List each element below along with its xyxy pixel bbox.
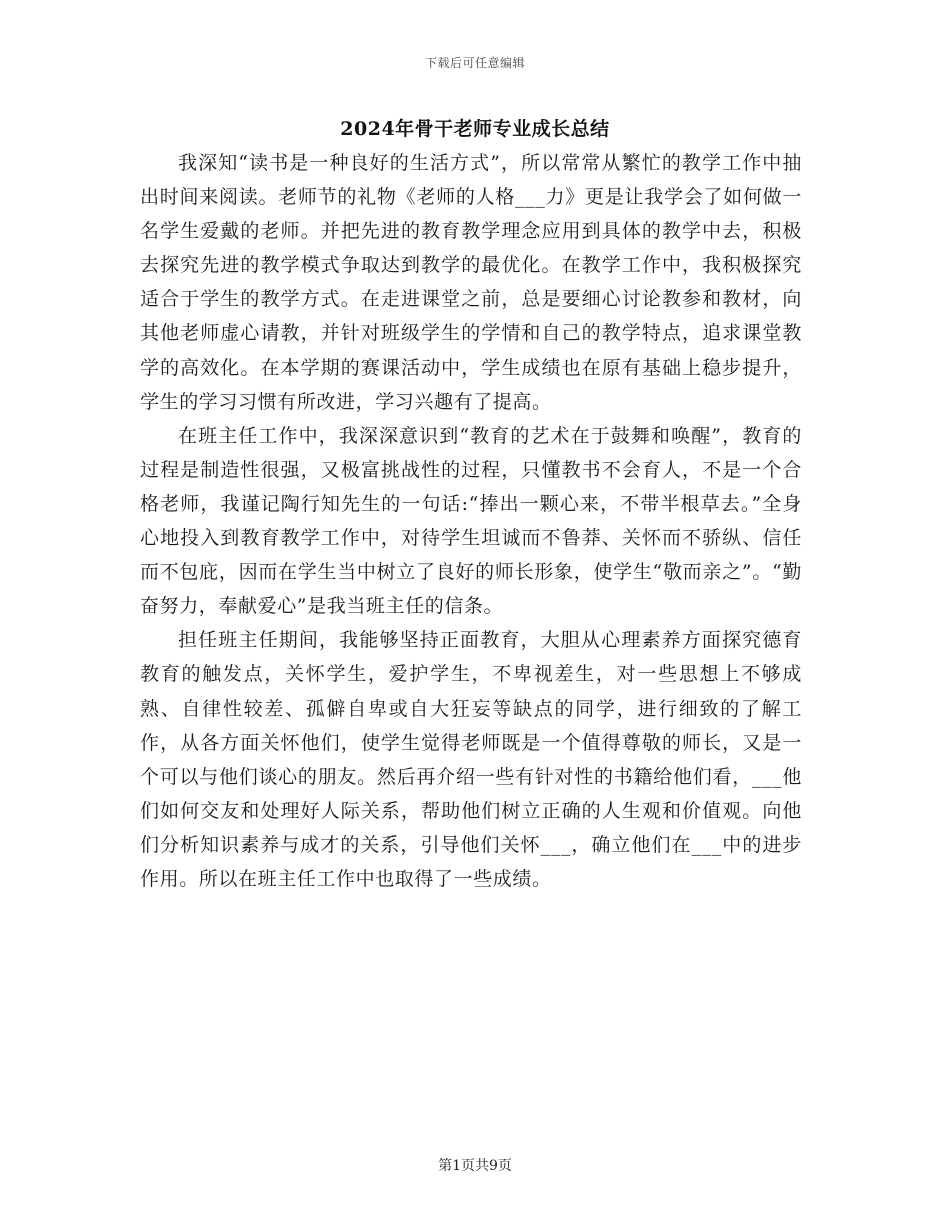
- page-number-footer: 第1页共9页: [438, 1158, 512, 1174]
- paragraph-head-teacher: 在班主任工作中，我深深意识到“教育的艺术在于鼓舞和唤醒”，教育的过程是制造性很强，又极富挑战性的过程，只懂教书不会育人，不是一个合格老师，我谨记陶行知先生的一句话:“捧出一颗心来，不带半根草去。”全身心地投入到教育教学工作中，对待学生坦诚而不鲁莽、关怀而不骄纵、信任而不包庇，因而在学生当中树立了良好的师长形象，使学生“敬而亲之”。“勤奋努力，奉献爱心”是我当班主任的信条。: [140, 424, 802, 618]
- paragraph-positive-education: 担任班主任期间，我能够坚持正面教育，大胆从心理素养方面探究德育教育的触发点，关怀学生，爱护学生，不卑视差生，对一些思想上不够成熟、自律性较差、孤僻自卑或自大狂妄等缺点的同学，进行细致的了解工作，从各方面关怀他们，使学生觉得老师既是一个值得尊敬的师长，又是一个可以与他们谈心的朋友。然后再介绍一些有针对性的书籍给他们看，___他们如何交友和处理好人际关系，帮助他们树立正确的人生观和价值观。向他们分析知识素养与成才的关系，引导他们关怀___，确立他们在___中的进步作用。所以在班主任工作中也取得了一些成绩。: [140, 629, 802, 890]
- paragraph-reading: 我深知“读书是一种良好的生活方式”，所以常常从繁忙的教学工作中抽出时间来阅读。老师节的礼物《老师的人格___力》更是让我学会了如何做一名学生爱戴的老师。并把先进的教育教学理念应用到具体的教学中去，积极去探究先进的教学模式争取达到教学的最优化。在教学工作中，我积极探究适合于学生的教学方式。在走进课堂之前，总是要细心讨论教参和教材，向其他老师虚心请教，并针对班级学生的学情和自己的教学特点，追求课堂教学的高效化。在本学期的赛课活动中，学生成绩也在原有基础上稳步提升，学生的学习习惯有所改进，学习兴趣有了提高。: [140, 152, 802, 413]
- document-title: 2024年骨干老师专业成长总结: [340, 118, 610, 140]
- header-note: 下载后可任意编辑: [424, 56, 525, 70]
- document-body: [140, 146, 802, 896]
